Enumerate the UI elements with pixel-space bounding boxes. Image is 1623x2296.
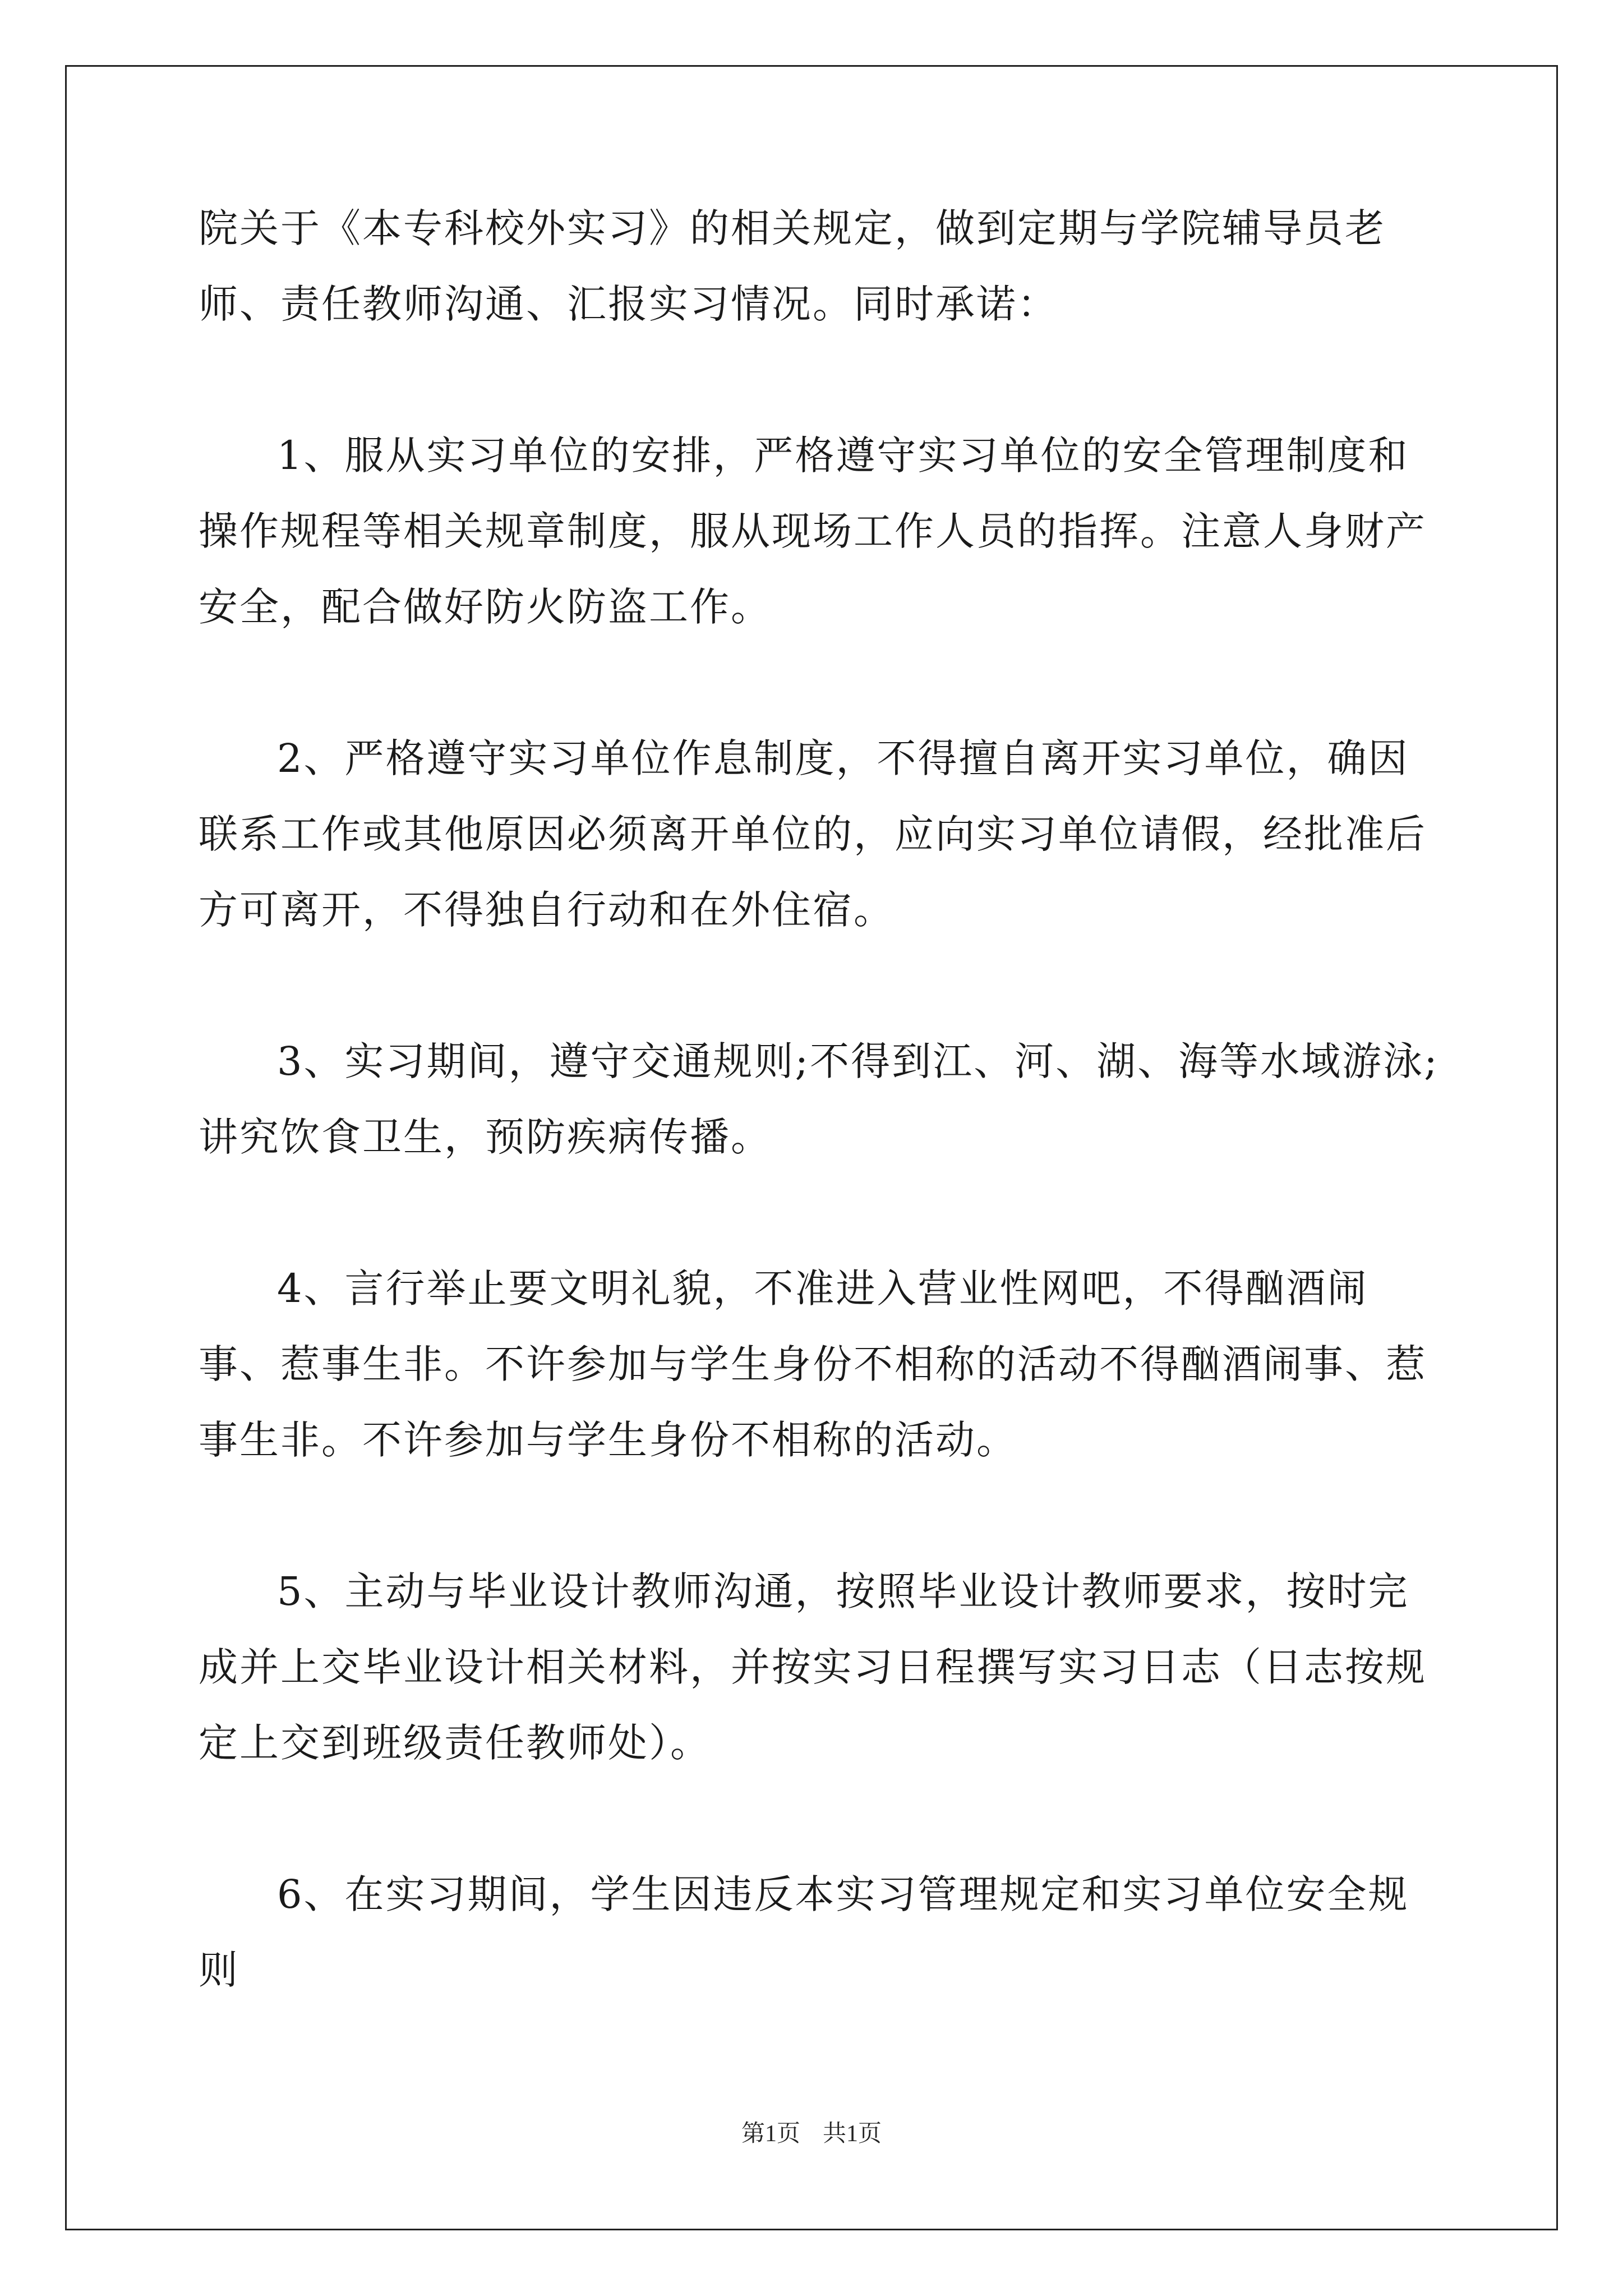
paragraph-item-1: 1、服从实习单位的安排，严格遵守实习单位的安全管理制度和操作规程等相关规章制度，服从现场工作人员的指挥。注意人身财产安全，配合做好防火防盗工作。 [199,432,1427,630]
paragraph-item-6: 6、在实习期间，学生因违反本实习管理规定和实习单位安全规则 [199,1871,1409,1993]
page-footer [0,2115,1623,2148]
paragraph-intro: 院关于《本专科校外实习》的相关规定，做到定期与学院辅导员老师、责任教师沟通、汇报实习情况。同时承诺： [199,205,1386,327]
page-number: 第1页 [741,2121,800,2147]
paragraph-item-3: 3、实习期间，遵守交通规则;不得到江、河、湖、海等水域游泳;讲究饮食卫生，预防疾病传播。 [199,1038,1439,1160]
paragraph-item-2: 2、严格遵守实习单位作息制度，不得擅自离开实习单位，确因联系工作或其他原因必须离开单位的，应向实习单位请假，经批准后方可离开，不得独自行动和在外住宿。 [199,735,1427,933]
document-body [199,191,1444,2084]
paragraph-item-5: 5、主动与毕业设计教师沟通，按照毕业设计教师要求，按时完成并上交毕业设计相关材料，并按实习日程撰写实习日志（日志按规定上交到班级责任教师处）。 [199,1568,1427,1766]
page-total: 共1页 [823,2121,882,2147]
paragraph-item-4: 4、言行举止要文明礼貌，不准进入营业性网吧，不得酗酒闹事、惹事生非。不许参加与学生身份不相称的活动不得酗酒闹事、惹事生非。不许参加与学生身份不相称的活动。 [199,1266,1427,1463]
